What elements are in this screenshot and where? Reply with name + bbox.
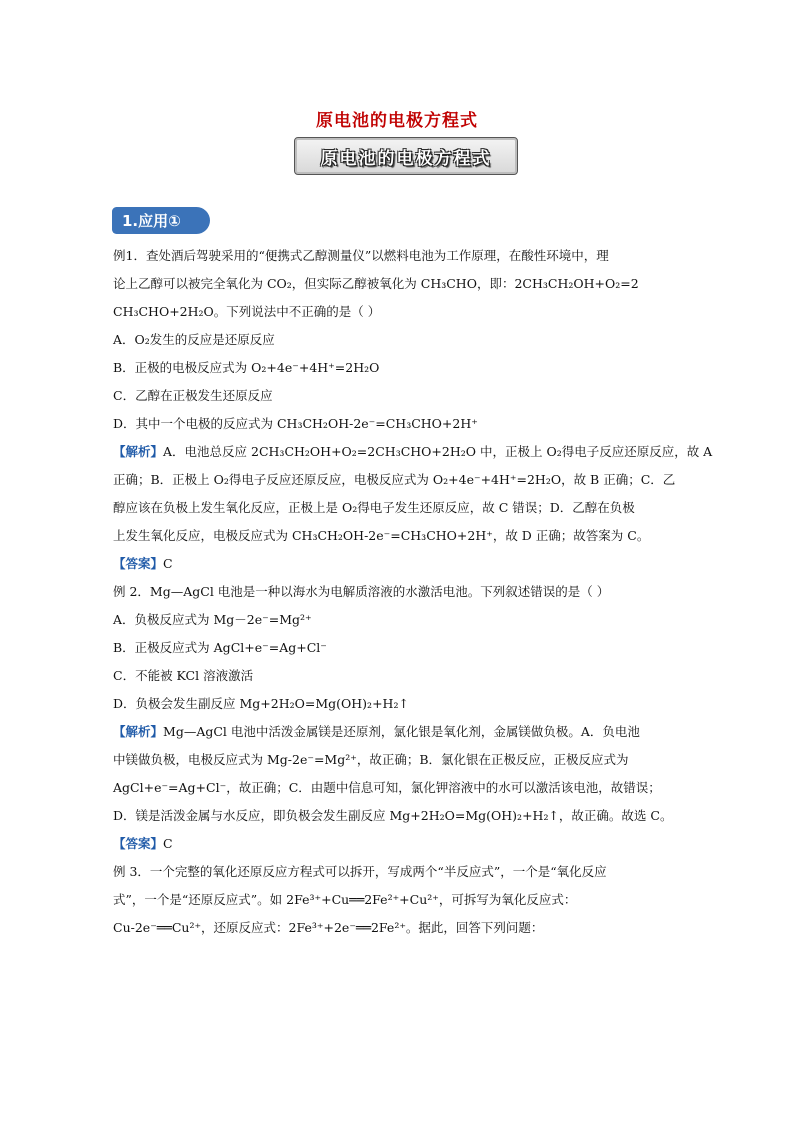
ex1-analysis-line: 上发生氧化反应，电极反应式为 CH₃CH₂OH-2e⁻=CH₃CHO+2H⁺，故 D 正确；故答案为 C。	[113, 528, 650, 543]
ex1-question-line: 论上乙醇可以被完全氧化为 CO₂，但实际乙醇被氧化为 CH₃CHO，即：2CH₃CH₂OH+O₂=2	[113, 276, 639, 291]
ex2-option-d: D．负极会发生副反应 Mg+2H₂O=Mg(OH)₂+H₂↑	[113, 696, 409, 711]
ex3-question-line: 例 3．一个完整的氧化还原反应方程式可以拆开，写成两个“半反应式”，一个是“氧化反应	[113, 864, 607, 879]
ex2-option-c: C．不能被 KCl 溶液激活	[113, 668, 254, 683]
ex1-option-d: D．其中一个电极的反应式为 CH₃CH₂OH-2e⁻=CH₃CHO+2H⁺	[113, 416, 478, 431]
ex1-question-line: CH₃CHO+2H₂O。下列说法中不正确的是（ ）	[113, 304, 381, 319]
ex1-question-line: 例1．查处酒后驾驶采用的“便携式乙醇测量仪”以燃料电池为工作原理，在酸性环境中，理	[113, 248, 609, 263]
document-body	[113, 246, 713, 938]
ex2-analysis-line: 中镁做负极，电极反应式为 Mg-2e⁻=Mg²⁺，故正确；B．氯化银在正极反应，正极反应式为	[113, 752, 629, 767]
banner-text: 原电池的电极方程式	[320, 148, 492, 169]
analysis-label: 【解析】	[113, 724, 164, 739]
ex3-question-line: 式”，一个是“还原反应式”。如 2Fe³⁺+Cu══2Fe²⁺+Cu²⁺，可拆写为氧化反应式：	[113, 892, 577, 907]
ex1-analysis-line	[113, 442, 713, 462]
ex1-answer-line	[113, 554, 681, 574]
ex1-option-b: B．正极的电极反应式为 O₂+4e⁻+4H⁺=2H₂O	[113, 360, 380, 375]
answer-label: 【答案】	[113, 836, 164, 851]
ex2-answer-value: C	[163, 836, 173, 851]
section-label: 1.应用①	[122, 212, 181, 230]
ex1-option-a: A．O₂发生的反应是还原反应	[113, 332, 275, 347]
ex1-analysis-line: 醇应该在负极上发生氧化反应，正极上是 O₂得电子发生还原反应，故 C 错误；D．乙醇在负极	[113, 500, 635, 515]
ex2-question-line: 例 2．Mg—AgCl 电池是一种以海水为电解质溶液的水激活电池。下列叙述错误的是（ ）	[113, 584, 610, 599]
ex1-analysis-line: 正确；B．正极上 O₂得电子反应还原反应，电极反应式为 O₂+4e⁻+4H⁺=2H₂O，故 B 正确；C．乙	[113, 472, 676, 487]
title-banner	[294, 137, 518, 175]
ex2-analysis-text: Mg—AgCl 电池中活泼金属镁是还原剂，氯化银是氧化剂，金属镁做负极。A．负电池	[163, 724, 640, 739]
page-title: 原电池的电极方程式	[316, 111, 478, 131]
ex3-question-line: Cu-2e⁻══Cu²⁺，还原反应式：2Fe³⁺+2e⁻══2Fe²⁺。据此，回答下列问题：	[113, 920, 544, 935]
analysis-label: 【解析】	[113, 444, 164, 459]
ex1-analysis-text: A．电池总反应 2CH₃CH₂OH+O₂=2CH₃CHO+2H₂O 中，正极上 O₂得电子反应还原反应，故 A	[163, 444, 713, 459]
ex2-option-b: B．正极反应式为 AgCl+e⁻=Ag+Cl⁻	[113, 640, 327, 655]
ex1-answer-value: C	[163, 556, 173, 571]
ex2-option-a: A．负极反应式为 Mg－2e⁻=Mg²⁺	[113, 612, 312, 627]
ex2-answer-line	[113, 834, 681, 854]
section-badge	[112, 207, 210, 234]
ex2-analysis-line: D．镁是活泼金属与水反应，即负极会发生副反应 Mg+2H₂O=Mg(OH)₂+H₂↑，故正确。故选 C。	[113, 808, 673, 823]
answer-label: 【答案】	[113, 556, 164, 571]
ex1-option-c: C．乙醇在正极发生还原反应	[113, 388, 273, 403]
ex2-analysis-line: AgCl+e⁻=Ag+Cl⁻，故正确；C．由题中信息可知，氯化钾溶液中的水可以激活该电池，故错误；	[113, 780, 661, 795]
ex2-analysis-line	[113, 722, 681, 742]
